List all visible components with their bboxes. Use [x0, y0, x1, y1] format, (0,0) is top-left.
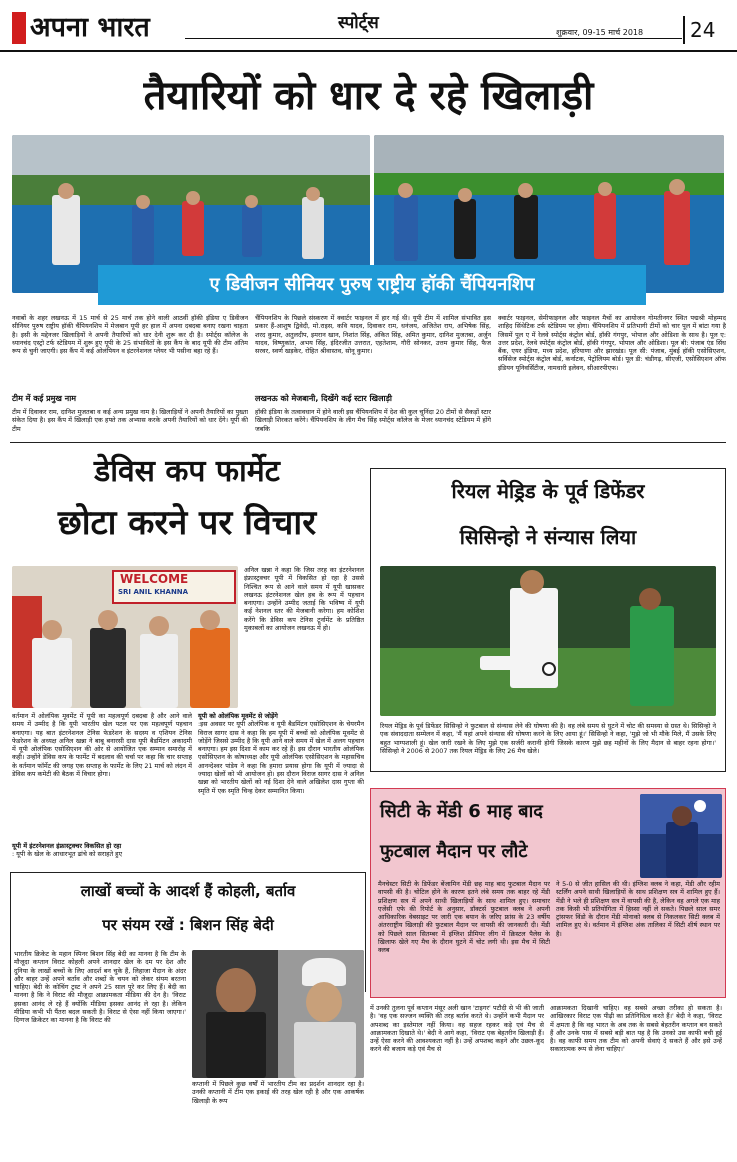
kohli-headline-2: पर संयम रखें : बिशन सिंह बेदी [102, 916, 274, 934]
kohli-col4: आक्रामकता दिखानी चाहिए। वह सबसे अच्छा तरीका हो सकता है। आखिरकार विराट एक पीढ़ी का प्रतिनिधित्व करते हैं।' बेदी ने कहा, 'विराट में क्षमता है कि वह भारत के अब तक के सबसे बेहतरीन कप्तान बन सकते हैं और उनके पास में सबसे बड़ी बात यह है कि उनको उस काफी बची हुई है। वह काफी समय तक टीम को अपनी सेवाएं दे सकते हैं और इसे उन्हें सकारात्मक रूप से लेना चाहिए।' [550, 1004, 722, 1054]
hockey-col3: क्वार्टर फाइनल, सेमीफाइनल और फाइनल मैचों का आयोजन गोमतीनगर स्थित पद्मश्री मोहम्मद शाहिद सिंथेटिक टर्फ स्टेडियम पर होगा। चैंपियनशिप में प्रतिभागी टीमों को चार पूल में बांटा गया है जिसमें पूल ए में रेलवे स्पोर्ट्स कंट्रोल बोर्ड, हॉकी गंगपुर, भोपाल और ओडिशा के साथ है। पूल ए: उत्तर प्रदेश, रेलवे स्पोर्ट्स कंट्रोल बोर्ड, हॉकी गंगपुर, भोपाल और ओडिशा। पूल बी: पंजाब एंड सिंध बैंक, एयर इंडिया, मध्य प्रदेश, हरियाणा और झारखंड। पूल सी: पंजाब, मुंबई हॉकी एसोसिएशन, सर्विसेज स्पोर्ट्स कंट्रोल बोर्ड, कर्नाटक, पेट्रोलियम बोर्ड। पूल डी: चंडीगढ़, सीएजी, एसोसिएशन ऑफ इंडियन यूनिवर्सिटीज, नामधारी इलेवन, सीआरपीएफ। [498, 314, 726, 372]
davis-body-left: वर्तमान में ओलंपिक मूवमेंट में यूपी का महत्वपूर्ण दबदबा है और आने वाले समय में उम्मीद है कि यूपी भारतीय खेल पटल पर एक महत्वपूर्ण पहचान बनाएगा। यह बात इंटरनेशनल टेनिस फेडरेशन के सदस्य व एशियन टेनिस फेडरेशन के अध्यक्ष अनिल खन्ना ने बाबू बनारसी दास यूपी बैडमिंटन अकादमी में यूपी ओलंपिक एसोसिएशन की ओर से आयोजित एक सम्मान समारोह में कही। उन्होंने डेविस कप के फार्मेट में बदलाव की चर्चा पर कहा कि चार सप्ताह के वर्तमान फॉर्मेट की जगह एक सप्ताह के फार्मेट के लिए 21 मार्च को लंदन में डेविस कप कमेटी की बैठक में विचार होगा। [12, 712, 192, 779]
hockey-col1-subhead: टीम में कई प्रमुख नाम [12, 394, 77, 403]
masthead [0, 0, 737, 50]
city-photo [640, 794, 722, 878]
real-headline-2: सिसिन्हो ने संन्यास लिया [459, 525, 637, 549]
hockey-col2: चैंपियनशिप के पिछले संस्करण में क्वार्टर फाइनल में हार गई थी। यूपी टीम में शामिल संभावित इस प्रकार हैं-आशुष द्विवेदी, मो.राइस, कवि यादव, दिवाकर राम, धनंजय, अजितेश राय, अभिषेक सिंह, शरद कुमार, अतुलदीप, इमरान खान, निशांत सिंह, अंकित सिंह, अमित कुमार, दानिश मुजतबा, अर्जुन यादव, विष्णुकांत, अभय सिंह, इंदिरजीत उत्तरात, एहतेशाम, गौरी सोनकर, उत्तम कुमार सिंह, फैज सरवर, स्वर्ण खड़केर, रोहित श्रीवास्तव, सोनू कुमार। [255, 314, 491, 356]
city-headline-1: सिटी के मेंडी 6 माह बाद [380, 801, 543, 822]
davis-left-col [12, 712, 192, 862]
masthead-logo: अपना भारत [30, 12, 150, 43]
masthead-bottom-rule [0, 50, 737, 52]
davis-headline-1: डेविस कप फार्मेट [94, 454, 280, 489]
city-headline-2: फुटबाल मैदान पर लौटे [380, 841, 528, 862]
masthead-divider [683, 16, 685, 44]
kohli-headline-1: लाखों बच्चों के आदर्श हैं कोहली, बर्ताव [80, 882, 296, 900]
davis-right-body [198, 712, 364, 862]
logo-red-block [12, 12, 26, 44]
kohli-col3: में उनकी तुलना पूर्व कप्तान मंसूर अली खान 'टाइगर' पटौदी से भी की जाती है। 'वह एक सज्जन व्यक्ति की तरह बर्ताव करते थे। उन्होंने कभी मैदान पर अपशब्द का इस्तेमाल नहीं किया। वह सहज रहकर कड़े एवं मैच से आक्रामकता दिखाते थे।' बेदी ने आगे कहा, 'विराट एक बेहतरीन खिलाड़ी हैं। उन्हें ऐसा करने की आवश्यकता नहीं है। उन्हें अपशब्द कहने और उछल-कूद करने की बजाय कड़े एवं मैच से [370, 1004, 544, 1054]
davis-left-subhead: यूपी में इंटरनेशनल इंफ्रास्ट्रक्चर विकसित हो रहा [12, 842, 122, 850]
kohli-col1: भारतीय क्रिकेट के महान स्पिनर बिशन सिंह बेदी का मानना है कि टीम के मौजूदा कप्तान विराट कोहली अपने शानदार खेल के दम पर देश और दुनिया के लाखों बच्चों के लिए आदर्श बन चुके हैं, लिहाजा मैदान के अंदर और बाहर उन्हें अपने बर्ताव और शब्दों के चयन को लेकर संयम बरतना चाहिए। बेदी के कोचिंग ट्रस्ट ने अपने 25 साल पूरे कर लिए हैं। बेदी का मानना है कि ने विराट की मौजूदा आक्रामकता मीडिया की देन है। 'विराट इसका आनंद ले रहे हैं क्योंकि मीडिया इसका आनंद ले रहा है। लेकिन मीडिया कभी भी पैंतरा बदल सकती है। विराट से ऐसा नहीं किया जाएगा।' दिग्गज क्रिकेटर का मानना है कि विराट की [14, 950, 186, 1025]
hockey-headline: तैयारियों को धार दे रहे खिलाड़ी [143, 73, 594, 119]
hockey-col2-subhead: लखनऊ को मेजबानी, दिखेंगे कई स्टार खिलाड़ी [255, 394, 392, 403]
real-headline-1: रियल मेड्रिड के पूर्व डिफेंडर [451, 479, 645, 503]
davis-body-left-2: : यूपी के खेल के आधारभूत ढांचे को सराहते हुए [12, 850, 123, 859]
davis-right-col: अनिल खन्ना ने कहा कि जिस तरह का इंटरनेशनल इंफ्रास्ट्रक्चर यूपी में विकसित हो रहा है उससे निश्चित रूप से आने वाले समय में यूपी खासकर लखनऊ इंटरनेशनल खेल हब के रूप में पहचान बनाएगा। उन्होंने उम्मीद जताई कि भविष्य में यूपी कई नेशनल स्तर की मेजबानी करेगा। हम कोशिश करेंगे कि डेविस कप टेनिस टूर्नामेंट के प्रतिष्ठित मुकाबलों का आयोजन लखनऊ में हो। [244, 566, 364, 633]
kohli-col2: कप्तानी में पिछले कुछ वर्षों में भारतीय टीम का प्रदर्शन शानदार रहा है। उनकी कप्तानी में टीम एक इकाई की तरह खेल रही है और एक आकर्षक खिलाड़ी के रूप [192, 1080, 364, 1105]
city-col2: ने 5-0 से जीत हासिल की थी। इंग्लिश क्लब ने कहा, मेंडी और रहीम स्टर्लिंग अपने साथी खिलाड़ियों के साथ प्रशिक्षण सत्र में शामिल हुए हैं। मेंडी ने भले ही प्रशिक्षण सत्र में वापसी की है, लेकिन वह अगले एक माह तक किसी भी प्रतियोगिता में हिस्सा नहीं ले सकते। पिछले साल समर ट्रांसफर विंडो के दौरान मेंडी मोनाको क्लब से निकलकर सिटी क्लब में शामिल हुए थे। वर्तमान में इंग्लिश अंक तालिका में सिटी शीर्ष स्थान पर है। [556, 880, 720, 938]
photo-sign-name: SRI ANIL KHANNA [118, 588, 189, 596]
section-rule [10, 442, 726, 443]
page-number: 24 [690, 18, 716, 42]
davis-body-right: :इस अवसर पर यूपी ओलंपिक व यूपी बैडमिंटन एसोसिएशन के चेयरमैन विराज सागर दास ने कहा कि हम यूपी में बच्चों को ओलंपिक मूवमेंट से जोड़ेंगे जिससे उम्मीद है कि यूपी आने वाले समय में खेल में अलग पहचान बनाएगा। हम इस दिशा में काम कर रहे हैं। इस दौरान भारतीय ओलंपिक एसोसिएशन के कोषाध्यक्ष और यूपी ओलंपिक एसोसिएशन के महासचिव आनन्देश्वर पांडेय ने कहा कि हमारा प्रयास होगा कि यूपी में ज्यादा से ज्यादा खेलों को भी आयोजन हो। इस दौरान विराज सागर दास ने अनिल खन्ना को भारतीय खेलों को नई दिशा देने वाले अखिलेश दास गुप्ता की स्मृति में एक स्मृति चिन्ह देकर सम्मानित किया। [198, 720, 364, 795]
real-photo [380, 566, 716, 716]
hockey-col1b: टीम में दिवाकर राम, दानिश मुजतबा व कई अन्य प्रमुख नाम है। खिलाड़ियों ने अपनी तैयारियों का पुख्ता संकेत दिया है। इस कैंप में खिलाड़ी एक हफ्ते तक अभ्यास करके अपनी तैयारियों को धार देंगे। यूपी की टीम [12, 408, 248, 433]
davis-headline-2: छोटा करने पर विचार [57, 503, 317, 543]
hockey-col1: नवाबों के शहर लखनऊ में 15 मार्च से 25 मार्च तक होने वाली आठवीं हॉकी इंडिया ए डिवीजन सीनियर पुरुष राष्ट्रीय हॉकी चैंपियनशिप में मेजबान यूपी हर हाल में अपना दबदबा बनाए रखना चाहता है। इसी के मद्देनजर खिलाड़ियों ने अपनी तैयारियों को धार देनी शुरू कर दी है। स्पोर्ट्स कॉलेज के ध्यानचंद एस्ट्रो टर्फ स्टेडियम में शुरू हुए यूपी के 25 संभावितों के इस कैंप के बाद यूपी की टीम अंतिम रूप से चुनी जाएगी। इस कैंप में कई ओलंपियन व इंटरनेशनल प्लेयर भी पसीना बहा रहे हैं। [12, 314, 248, 356]
hockey-banner: ए डिवीजन सीनियर पुरुष राष्ट्रीय हॉकी चैंपियनशिप [98, 265, 646, 305]
photo-sign-welcome: WELCOME [120, 572, 189, 586]
city-col1: मैनचेस्टर सिटी के डिफेंडर बेंजामिन मेंडी छह माह बाद फुटबाल मैदान पर वापसी की है। चोटिल होने के कारण इतने लंबे समय तक बाहर रहे मेंडी प्रशिक्षण सत्र में अपने साथी खिलाड़ियों के साथ शामिल हुए। समाचार एजेंसी एफे की रिपोर्ट के अनुसार, डॉक्टर्स फुटबाल क्लब ने अपनी आधिकारिक वेबसाइट पर जारी एक बयान के जरिए फ्रांस के 23 वर्षीय अंतरराष्ट्रीय खिलाड़ी की फुटबाल मैदान पर वापसी की जानकारी दी। मेंडी को पिछले साल सितम्बर में इंग्लिश प्रीमियर लीग में क्रिस्टल पैलेस के खिलाफ खेले गए मैच के दौरान घुटने में चोट लगी थी। इस मैच में सिटी क्लब [378, 880, 550, 955]
hockey-col2b: हॉकी इंडिया के तत्वावधान में होने वाली इस चैंपियनशिप में देश की कुल चुनिंदा 20 टीमों से सैकड़ों स्टार खिलाड़ी शिरकत करेंगे। चैंपियनशिप के लीग मैच सिंह स्पोर्ट्स कॉलेज के मेजर ध्यानचंद स्टेडियम में होंगे जबकि [255, 408, 491, 433]
masthead-date: शुक्रवार, 09-15 मार्च 2018 [556, 28, 644, 37]
masthead-section: स्पोर्ट्स [338, 13, 379, 33]
davis-right-subhead: यूपी को ओलंपिक मूवमेंट से जोड़ेंगे [198, 712, 278, 720]
masthead-rule [185, 38, 682, 39]
kohli-photo [192, 950, 364, 1078]
real-body: रियल मेड्रिड के पूर्व डिफेंडर सिसिन्हो ने फुटबाल से संन्यास लेने की घोषणा की है। वह लंबे समय से घुटने में चोट की समस्या से ग्रस्त थे। सिसिन्हो ने एक संवाददाता सम्मेलन में कहा, 'मैं यहां अपने संन्यास की घोषणा करने के लिए आया हूं।' सिसिन्हो ने कहा, 'मुझे जो भी मौके मिले, मैं उसके लिए बहुत भाग्यशाली हूं। खेल जारी रखने के लिए मुझे एक सर्जरी करानी होगी जिसके कारण मुझे छह महीनों के लिए मैदान से बाहर रहना होगा।' सिसिन्हो ने 2006 से 2007 तक रियल मेड्रिड के लिए 26 मैच खेले। [380, 722, 716, 755]
davis-photo [12, 566, 238, 708]
